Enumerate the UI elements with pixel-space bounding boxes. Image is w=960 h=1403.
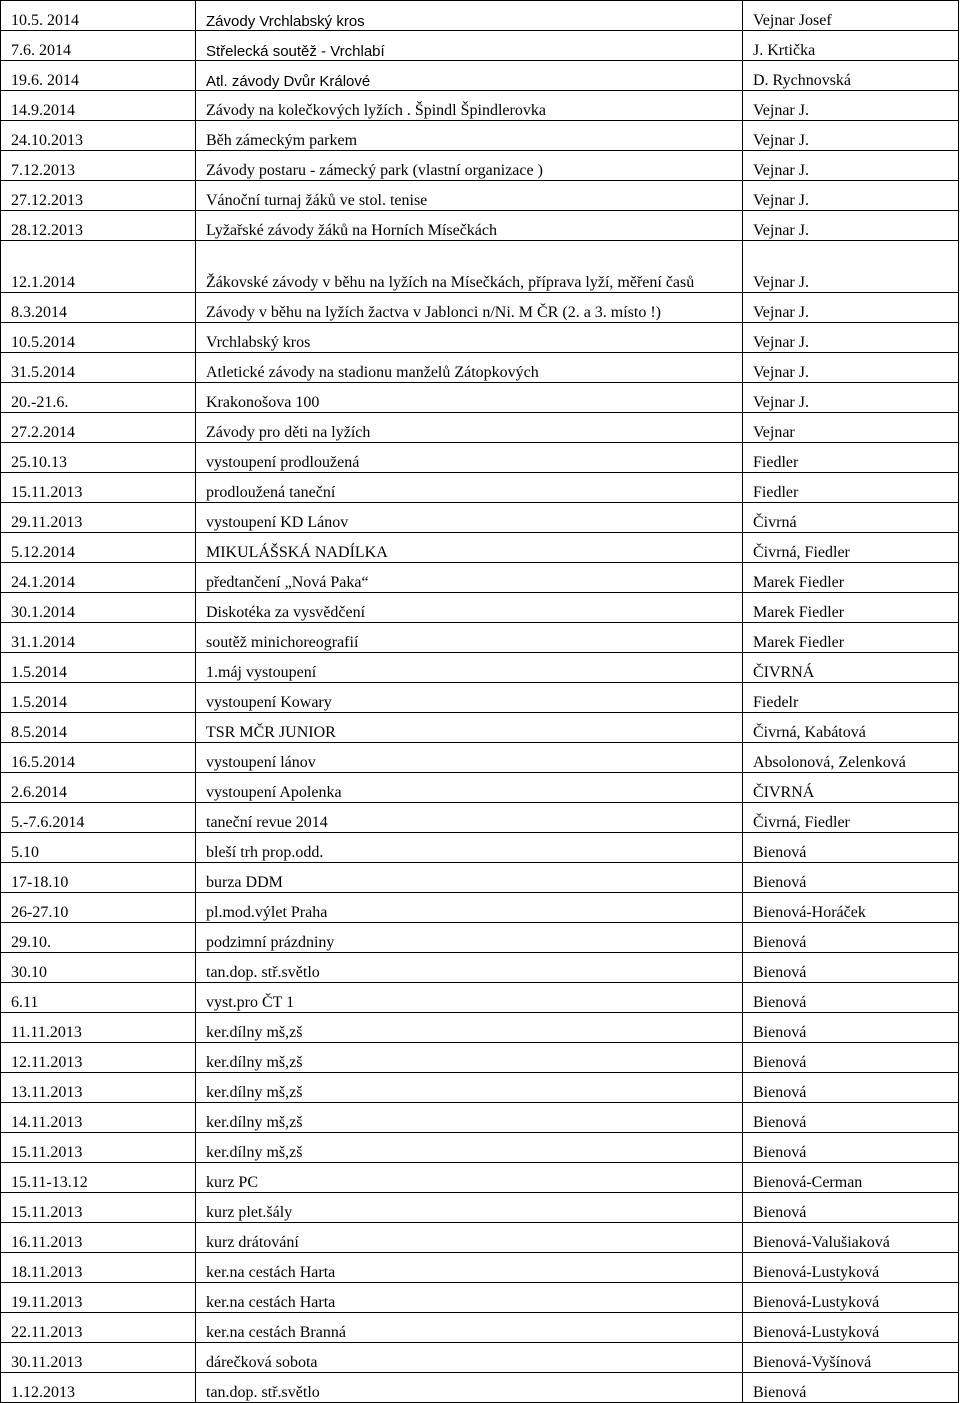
event-cell: kurz drátování <box>196 1223 743 1253</box>
date-cell: 30.1.2014 <box>1 593 196 623</box>
person-cell: Bienová-Lustyková <box>743 1313 959 1343</box>
event-cell: vystoupení Apolenka <box>196 773 743 803</box>
date-cell: 18.11.2013 <box>1 1253 196 1283</box>
event-cell: Krakonošova 100 <box>196 383 743 413</box>
date-cell: 10.5.2014 <box>1 323 196 353</box>
event-cell: ker.na cestách Harta <box>196 1283 743 1313</box>
table-row <box>1 683 959 713</box>
date-cell: 7.12.2013 <box>1 151 196 181</box>
person-cell: Bienová <box>743 983 959 1013</box>
person-cell: Vejnar J. <box>743 121 959 151</box>
table-row <box>1 61 959 91</box>
date-cell: 8.3.2014 <box>1 293 196 323</box>
date-cell: 31.5.2014 <box>1 353 196 383</box>
event-cell: ker.dílny mš,zš <box>196 1013 743 1043</box>
event-cell: soutěž minichoreografií <box>196 623 743 653</box>
person-cell: Bienová <box>743 1013 959 1043</box>
date-cell: 16.5.2014 <box>1 743 196 773</box>
date-cell: 1.5.2014 <box>1 653 196 683</box>
date-cell: 8.5.2014 <box>1 713 196 743</box>
person-cell: Bienová <box>743 833 959 863</box>
table-row <box>1 773 959 803</box>
person-cell: Bienová <box>743 953 959 983</box>
table-row <box>1 1 959 31</box>
table-row <box>1 413 959 443</box>
person-cell: Bienová <box>743 1103 959 1133</box>
event-cell: 1.máj vystoupení <box>196 653 743 683</box>
date-cell: 14.11.2013 <box>1 1103 196 1133</box>
table-row <box>1 181 959 211</box>
date-cell: 15.11-13.12 <box>1 1163 196 1193</box>
event-cell: ker.dílny mš,zš <box>196 1043 743 1073</box>
event-cell: vystoupení lánov <box>196 743 743 773</box>
table-row <box>1 443 959 473</box>
table-row <box>1 653 959 683</box>
event-cell: ker.na cestách Branná <box>196 1313 743 1343</box>
event-cell: Žákovské závody v běhu na lyžích na Mísečkách, příprava lyží, měření časů <box>196 241 743 293</box>
date-cell: 27.2.2014 <box>1 413 196 443</box>
person-cell: Vejnar <box>743 413 959 443</box>
table-row <box>1 1223 959 1253</box>
person-cell: Absolonová, Zelenková <box>743 743 959 773</box>
date-cell: 30.10 <box>1 953 196 983</box>
date-cell: 10.5. 2014 <box>1 1 196 31</box>
event-cell: podzimní prázdniny <box>196 923 743 953</box>
event-cell: bleší trh prop.odd. <box>196 833 743 863</box>
table-row <box>1 383 959 413</box>
person-cell: ČIVRNÁ <box>743 653 959 683</box>
person-cell: Bienová <box>743 1193 959 1223</box>
person-cell: Čivrná, Fiedler <box>743 533 959 563</box>
event-cell: TSR MČR JUNIOR <box>196 713 743 743</box>
table-row <box>1 1313 959 1343</box>
date-cell: 13.11.2013 <box>1 1073 196 1103</box>
event-cell: předtančení „Nová Paka“ <box>196 563 743 593</box>
event-cell: ker.dílny mš,zš <box>196 1073 743 1103</box>
event-cell: Běh zámeckým parkem <box>196 121 743 151</box>
event-cell: Atl. závody Dvůr Králové <box>196 61 743 91</box>
person-cell: Bienová <box>743 923 959 953</box>
person-cell: Čivrná <box>743 503 959 533</box>
date-cell: 1.5.2014 <box>1 683 196 713</box>
person-cell: Bienová-Horáček <box>743 893 959 923</box>
event-cell: Diskotéka za vysvědčení <box>196 593 743 623</box>
date-cell: 7.6. 2014 <box>1 31 196 61</box>
date-cell: 24.10.2013 <box>1 121 196 151</box>
event-cell: ker.na cestách Harta <box>196 1253 743 1283</box>
table-row <box>1 151 959 181</box>
table-row <box>1 293 959 323</box>
person-cell: Bienová-Valušiaková <box>743 1223 959 1253</box>
person-cell: Vejnar J. <box>743 383 959 413</box>
person-cell: Vejnar J. <box>743 211 959 241</box>
table-row <box>1 353 959 383</box>
person-cell: Marek Fiedler <box>743 563 959 593</box>
person-cell: Fiedelr <box>743 683 959 713</box>
table-row <box>1 713 959 743</box>
table-row <box>1 623 959 653</box>
person-cell: Bienová <box>743 1043 959 1073</box>
table-row <box>1 1283 959 1313</box>
event-cell: pl.mod.výlet Praha <box>196 893 743 923</box>
date-cell: 19.11.2013 <box>1 1283 196 1313</box>
table-row <box>1 1163 959 1193</box>
event-cell: Závody pro děti na lyžích <box>196 413 743 443</box>
table-row <box>1 743 959 773</box>
event-cell: Atletické závody na stadionu manželů Zátopkových <box>196 353 743 383</box>
person-cell: J. Krtička <box>743 31 959 61</box>
table-row <box>1 91 959 121</box>
event-cell: dárečková sobota <box>196 1343 743 1373</box>
date-cell: 15.11.2013 <box>1 1133 196 1163</box>
event-cell: vystoupení Kowary <box>196 683 743 713</box>
table-row <box>1 121 959 151</box>
event-cell: ker.dílny mš,zš <box>196 1133 743 1163</box>
date-cell: 1.12.2013 <box>1 1373 196 1403</box>
date-cell: 25.10.13 <box>1 443 196 473</box>
date-cell: 15.11.2013 <box>1 1193 196 1223</box>
date-cell: 5.10 <box>1 833 196 863</box>
date-cell: 28.12.2013 <box>1 211 196 241</box>
table-row <box>1 1253 959 1283</box>
table-row <box>1 31 959 61</box>
person-cell: Čivrná, Kabátová <box>743 713 959 743</box>
table-row <box>1 323 959 353</box>
table-row <box>1 863 959 893</box>
table-row <box>1 1133 959 1163</box>
table-row <box>1 1373 959 1403</box>
person-cell: Vejnar J. <box>743 91 959 121</box>
date-cell: 22.11.2013 <box>1 1313 196 1343</box>
event-cell: ker.dílny mš,zš <box>196 1103 743 1133</box>
date-cell: 11.11.2013 <box>1 1013 196 1043</box>
person-cell: Bienová <box>743 1073 959 1103</box>
date-cell: 26-27.10 <box>1 893 196 923</box>
event-cell: vyst.pro ČT 1 <box>196 983 743 1013</box>
date-cell: 12.1.2014 <box>1 241 196 293</box>
person-cell: Vejnar J. <box>743 293 959 323</box>
person-cell: Čivrná, Fiedler <box>743 803 959 833</box>
table-row <box>1 893 959 923</box>
table-row <box>1 803 959 833</box>
table-row <box>1 593 959 623</box>
event-cell: Vánoční turnaj žáků ve stol. tenise <box>196 181 743 211</box>
event-cell: kurz plet.šály <box>196 1193 743 1223</box>
table-row <box>1 1013 959 1043</box>
date-cell: 14.9.2014 <box>1 91 196 121</box>
event-cell: Vrchlabský kros <box>196 323 743 353</box>
table-row <box>1 1193 959 1223</box>
person-cell: Bienová-Lustyková <box>743 1253 959 1283</box>
event-cell: Závody na kolečkových lyžích . Špindl Špindlerovka <box>196 91 743 121</box>
event-cell: prodloužená taneční <box>196 473 743 503</box>
table-row <box>1 1343 959 1373</box>
person-cell: Vejnar J. <box>743 181 959 211</box>
person-cell: Marek Fiedler <box>743 593 959 623</box>
date-cell: 5.12.2014 <box>1 533 196 563</box>
table-row <box>1 473 959 503</box>
date-cell: 16.11.2013 <box>1 1223 196 1253</box>
date-cell: 2.6.2014 <box>1 773 196 803</box>
person-cell: Bienová-Lustyková <box>743 1283 959 1313</box>
person-cell: Bienová-Cerman <box>743 1163 959 1193</box>
event-cell: Lyžařské závody žáků na Horních Mísečkách <box>196 211 743 241</box>
person-cell: Marek Fiedler <box>743 623 959 653</box>
event-cell: vystoupení prodloužená <box>196 443 743 473</box>
event-cell: Závody Vrchlabský kros <box>196 1 743 31</box>
date-cell: 27.12.2013 <box>1 181 196 211</box>
event-cell: Závody v běhu na lyžích žactva v Jablonci n/Ni. M ČR (2. a 3. místo !) <box>196 293 743 323</box>
person-cell: Bienová-Vyšínová <box>743 1343 959 1373</box>
person-cell: Vejnar J. <box>743 323 959 353</box>
date-cell: 6.11 <box>1 983 196 1013</box>
event-cell: Střelecká soutěž - Vrchlabí <box>196 31 743 61</box>
table-row <box>1 1043 959 1073</box>
event-cell: taneční revue 2014 <box>196 803 743 833</box>
date-cell: 31.1.2014 <box>1 623 196 653</box>
date-cell: 20.-21.6. <box>1 383 196 413</box>
table-row <box>1 983 959 1013</box>
table-row <box>1 503 959 533</box>
events-table-body <box>1 1 959 1403</box>
date-cell: 24.1.2014 <box>1 563 196 593</box>
table-row <box>1 563 959 593</box>
event-cell: Závody postaru - zámecký park (vlastní organizace ) <box>196 151 743 181</box>
person-cell: Bienová <box>743 1373 959 1403</box>
person-cell: Vejnar J. <box>743 353 959 383</box>
person-cell: ČIVRNÁ <box>743 773 959 803</box>
person-cell: Fiedler <box>743 473 959 503</box>
date-cell: 29.11.2013 <box>1 503 196 533</box>
event-cell: tan.dop. stř.světlo <box>196 953 743 983</box>
event-cell: MIKULÁŠSKÁ NADÍLKA <box>196 533 743 563</box>
event-cell: tan.dop. stř.světlo <box>196 1373 743 1403</box>
person-cell: Vejnar Josef <box>743 1 959 31</box>
date-cell: 15.11.2013 <box>1 473 196 503</box>
table-row <box>1 923 959 953</box>
person-cell: Bienová <box>743 863 959 893</box>
date-cell: 30.11.2013 <box>1 1343 196 1373</box>
table-row <box>1 241 959 293</box>
table-row <box>1 1103 959 1133</box>
person-cell: Vejnar J. <box>743 151 959 181</box>
event-cell: vystoupení KD Lánov <box>196 503 743 533</box>
event-cell: burza DDM <box>196 863 743 893</box>
event-cell: kurz PC <box>196 1163 743 1193</box>
person-cell: Vejnar J. <box>743 241 959 293</box>
table-row <box>1 1073 959 1103</box>
date-cell: 17-18.10 <box>1 863 196 893</box>
person-cell: Fiedler <box>743 443 959 473</box>
date-cell: 29.10. <box>1 923 196 953</box>
table-row <box>1 211 959 241</box>
table-row <box>1 953 959 983</box>
date-cell: 19.6. 2014 <box>1 61 196 91</box>
person-cell: D. Rychnovská <box>743 61 959 91</box>
date-cell: 12.11.2013 <box>1 1043 196 1073</box>
table-row <box>1 533 959 563</box>
table-row <box>1 833 959 863</box>
person-cell: Bienová <box>743 1133 959 1163</box>
date-cell: 5.-7.6.2014 <box>1 803 196 833</box>
